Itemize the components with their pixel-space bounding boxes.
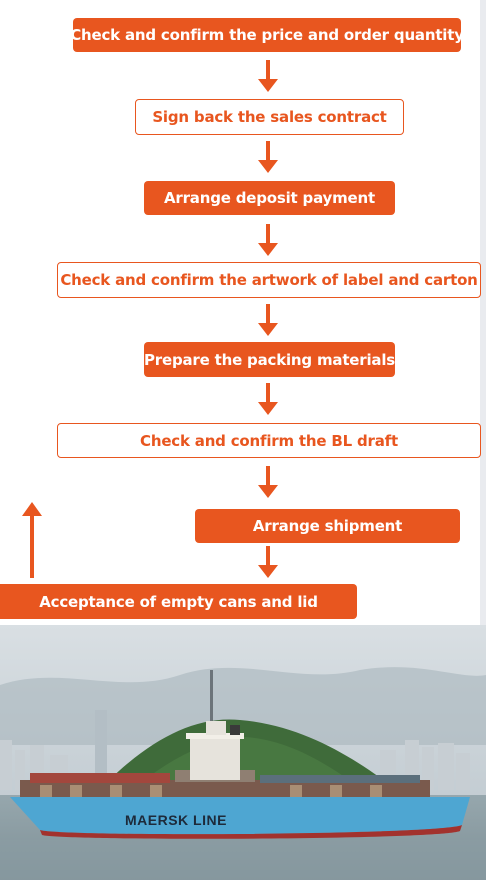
arrow-down-icon <box>258 304 278 338</box>
svg-text:MAERSK LINE: MAERSK LINE <box>125 812 227 828</box>
arrow-down-icon <box>258 466 278 500</box>
arrow-up-icon <box>22 502 42 578</box>
step-arrange-shipment: Arrange shipment <box>195 509 460 543</box>
step-sign-contract: Sign back the sales contract <box>135 99 404 135</box>
arrow-down-icon <box>258 224 278 258</box>
container-ship-photo <box>0 625 486 880</box>
arrow-down-icon <box>258 383 278 417</box>
step-confirm-bl-draft: Check and confirm the BL draft <box>57 423 481 458</box>
arrow-down-icon <box>258 546 278 580</box>
step-check-price: Check and confirm the price and order quantity <box>73 18 461 52</box>
step-deposit-payment: Arrange deposit payment <box>144 181 395 215</box>
step-confirm-artwork: Check and confirm the artwork of label and carton <box>57 262 481 298</box>
arrow-down-icon <box>258 141 278 175</box>
arrow-down-icon <box>258 60 278 94</box>
step-acceptance-cans: Acceptance of empty cans and lid <box>0 584 357 619</box>
step-packing-materials: Prepare the packing materials <box>144 342 395 377</box>
